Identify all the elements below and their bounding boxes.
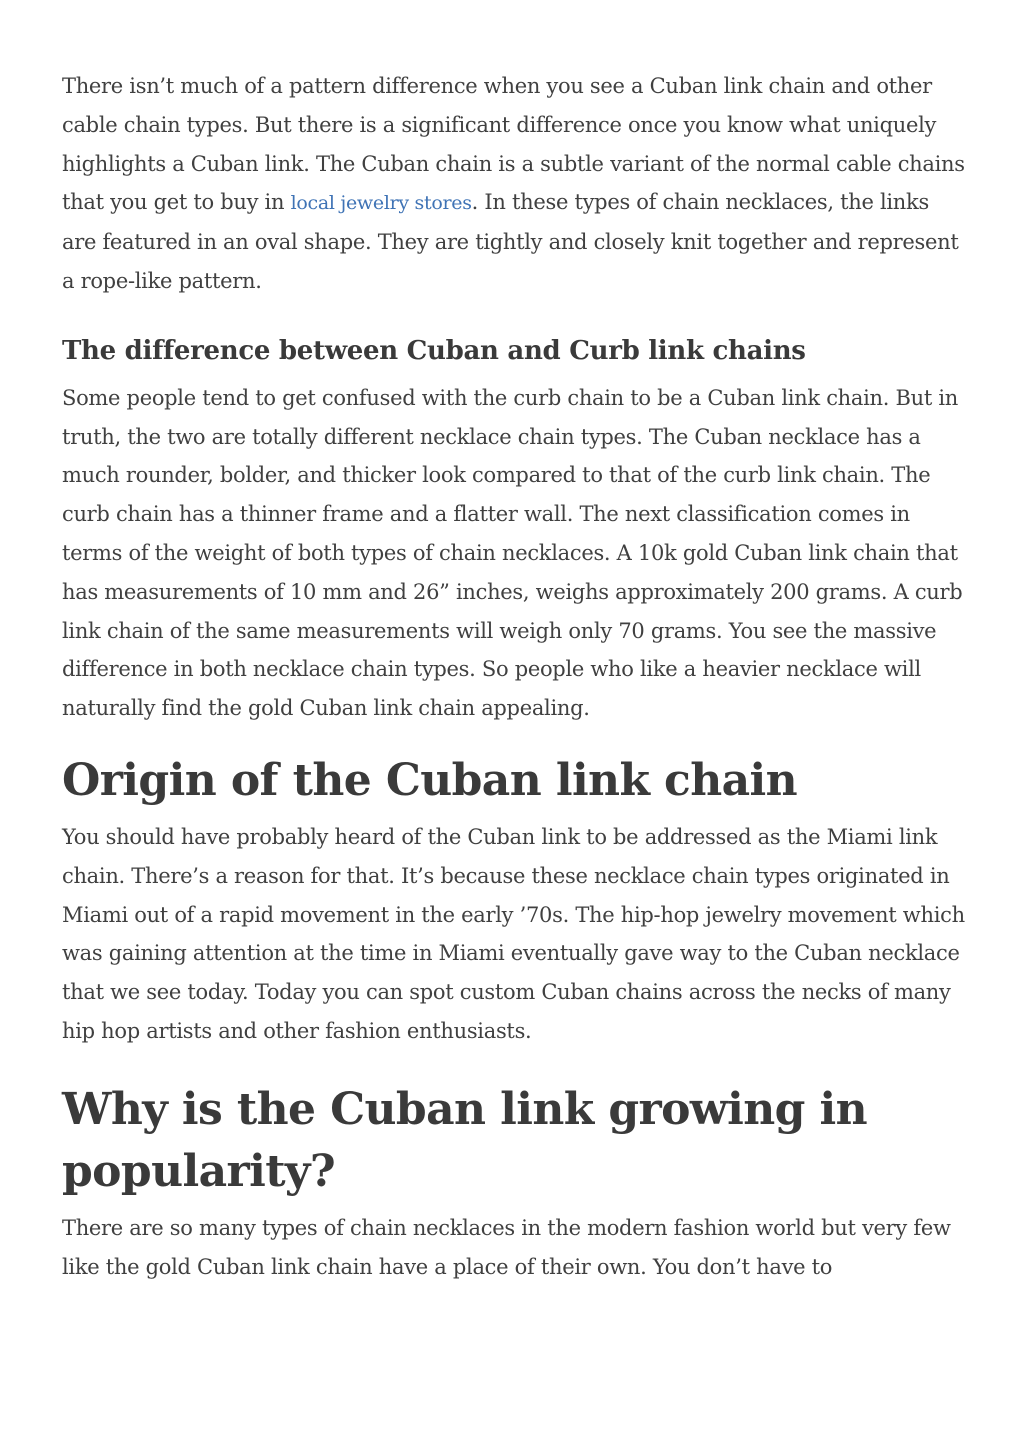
intro-text-before-link: There isn’t much of a pattern difference when you see a Cuban link chain and other cable chain types. But there is a significant difference once you know what uniquely highlights a Cuban link. The Cuban chain is a subtle variant of the normal cable chains that you get to buy in [62,74,965,215]
difference-heading: The difference between Cuban and Curb link chains [62,335,806,366]
local-jewelry-stores-link[interactable]: local jewelry stores [290,192,472,215]
intro-paragraph [62,67,967,301]
intro-text-after-link: . In these types of chain necklaces, the links are featured in an oval shape. They are tightly and closely knit together and represent a rope-like pattern. [62,190,959,293]
origin-paragraph: You should have probably heard of the Cuban link to be addressed as the Miami link chain. There’s a reason for that. It’s because these necklace chain types originated in Miami out of a rapid movement in the early ’70s. The hip-hop jewelry movement which was gaining attention at the time in Miami eventually gave way to the Cuban necklace that we see today. Today you can spot custom Cuban chains across the necks of many hip hop artists and other fashion enthusiasts. [62,824,965,1043]
popularity-paragraph: There are so many types of chain necklaces in the modern fashion world but very few like the gold Cuban link chain have a place of their own. You don’t have to [62,1215,951,1279]
popularity-heading: Why is the Cuban link growing in popularity? [62,1083,868,1197]
difference-paragraph: Some people tend to get confused with the curb chain to be a Cuban link chain. But in truth, the two are totally different necklace chain types. The Cuban necklace has a much rounder, bolder, and thicker look compared to that of the curb link chain. The curb chain has a thinner frame and a flatter wall. The next classification comes in terms of the weight of both types of chain necklaces. A 10k gold Cuban link chain that has measurements of 10 mm and 26” inches, weighs approximately 200 grams. A curb link chain of the same measurements will weigh only 70 grams. You see the massive difference in both necklace chain types. So people who like a heavier necklace will naturally find the gold Cuban link chain appealing. [62,385,963,721]
origin-heading: Origin of the Cuban link chain [62,754,798,806]
article-content [62,67,967,1286]
